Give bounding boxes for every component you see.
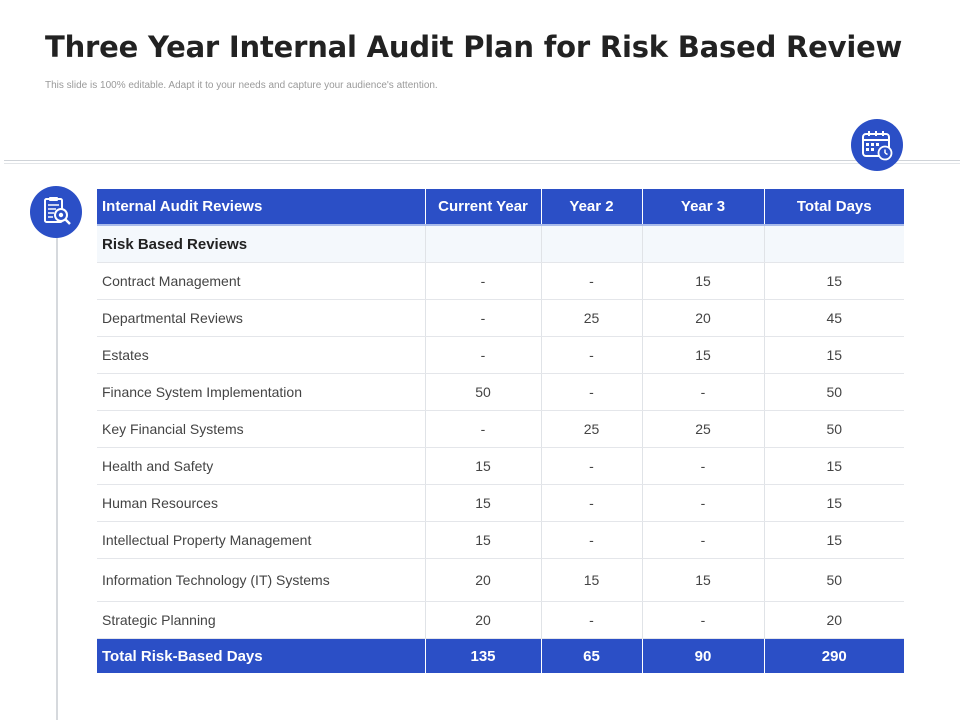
total-days-cell: 15: [764, 337, 904, 374]
total-days-cell: 50: [764, 374, 904, 411]
total-row: [97, 639, 904, 674]
table-row: [97, 263, 904, 300]
review-name: Intellectual Property Management: [97, 522, 425, 559]
year-3-cell: -: [642, 374, 764, 411]
total-days-cell: 15: [764, 448, 904, 485]
review-name: Information Technology (IT) Systems: [97, 559, 425, 602]
total-days: 290: [764, 639, 904, 674]
current-year-cell: -: [425, 263, 541, 300]
table-row: [97, 559, 904, 602]
year-2-cell: -: [541, 374, 642, 411]
slide-title: Three Year Internal Audit Plan for Risk Based Review: [45, 30, 903, 64]
year-2-cell: 25: [541, 300, 642, 337]
header-year-3: Year 3: [642, 189, 764, 225]
total-label: Total Risk-Based Days: [97, 639, 425, 674]
section-label: Risk Based Reviews: [97, 225, 425, 263]
review-name: Contract Management: [97, 263, 425, 300]
year-2-cell: -: [541, 485, 642, 522]
year-3-cell: 25: [642, 411, 764, 448]
current-year-cell: -: [425, 337, 541, 374]
year-3-cell: 20: [642, 300, 764, 337]
year-2-cell: -: [541, 263, 642, 300]
total-year-2: 65: [541, 639, 642, 674]
review-name: Key Financial Systems: [97, 411, 425, 448]
audit-plan-table: [97, 189, 904, 673]
total-days-cell: 45: [764, 300, 904, 337]
section-row: [97, 225, 904, 263]
year-2-cell: 15: [541, 559, 642, 602]
review-name: Human Resources: [97, 485, 425, 522]
review-name: Departmental Reviews: [97, 300, 425, 337]
current-year-cell: 15: [425, 485, 541, 522]
year-3-cell: -: [642, 448, 764, 485]
table-row: [97, 522, 904, 559]
current-year-cell: 20: [425, 559, 541, 602]
header-divider-secondary: [4, 163, 960, 164]
total-year-3: 90: [642, 639, 764, 674]
audit-document-icon: [30, 186, 82, 238]
table-row: [97, 485, 904, 522]
total-days-cell: 15: [764, 485, 904, 522]
year-2-cell: 25: [541, 411, 642, 448]
table-row: [97, 300, 904, 337]
table-row: [97, 374, 904, 411]
table-row: [97, 411, 904, 448]
year-3-cell: 15: [642, 559, 764, 602]
review-name: Health and Safety: [97, 448, 425, 485]
current-year-cell: 15: [425, 522, 541, 559]
review-name: Estates: [97, 337, 425, 374]
header-reviews: Internal Audit Reviews: [97, 189, 425, 225]
total-days-cell: 15: [764, 263, 904, 300]
current-year-cell: 50: [425, 374, 541, 411]
review-name: Finance System Implementation: [97, 374, 425, 411]
total-days-cell: 50: [764, 411, 904, 448]
table-row: [97, 602, 904, 639]
year-3-cell: 15: [642, 337, 764, 374]
review-name: Strategic Planning: [97, 602, 425, 639]
current-year-cell: 20: [425, 602, 541, 639]
year-3-cell: -: [642, 485, 764, 522]
year-2-cell: -: [541, 602, 642, 639]
year-2-cell: -: [541, 337, 642, 374]
total-days-cell: 50: [764, 559, 904, 602]
header-total-days: Total Days: [764, 189, 904, 225]
current-year-cell: -: [425, 300, 541, 337]
timeline-line: [56, 210, 58, 720]
year-3-cell: 15: [642, 263, 764, 300]
slide-subtitle: This slide is 100% editable. Adapt it to your needs and capture your audience's attention.: [45, 80, 438, 91]
year-2-cell: -: [541, 448, 642, 485]
table-row: [97, 337, 904, 374]
calendar-clock-icon: [851, 119, 903, 171]
year-3-cell: -: [642, 522, 764, 559]
table-row: [97, 448, 904, 485]
header-year-2: Year 2: [541, 189, 642, 225]
header-divider: [4, 160, 960, 161]
table-header-row: [97, 189, 904, 225]
total-days-cell: 20: [764, 602, 904, 639]
year-3-cell: -: [642, 602, 764, 639]
header-current-year: Current Year: [425, 189, 541, 225]
year-2-cell: -: [541, 522, 642, 559]
total-current-year: 135: [425, 639, 541, 674]
total-days-cell: 15: [764, 522, 904, 559]
current-year-cell: -: [425, 411, 541, 448]
current-year-cell: 15: [425, 448, 541, 485]
